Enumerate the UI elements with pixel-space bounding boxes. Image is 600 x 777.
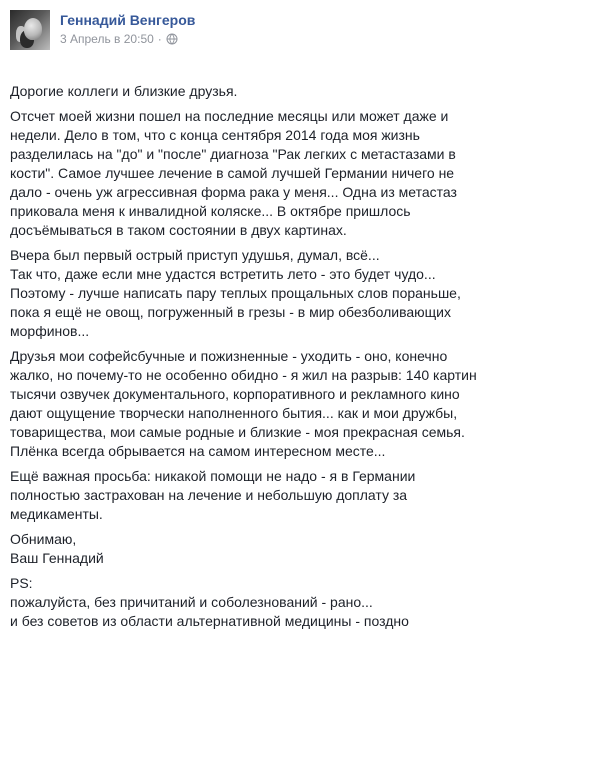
globe-icon[interactable]: [166, 33, 178, 45]
post-paragraph: [10, 107, 592, 240]
post-paragraph: [10, 530, 592, 568]
post-line: Вчера был первый острый приступ удушья, думал, всё...: [10, 247, 380, 263]
post-line: Ещё важная просьба: никакой помощи не надо - я в Германии: [10, 468, 416, 484]
post-line: морфинов...: [10, 323, 90, 339]
facebook-post: [10, 10, 594, 637]
post-paragraph: [10, 246, 592, 341]
avatar-face-shape: [24, 18, 42, 40]
post-line: и без советов из области альтернативной медицины - поздно: [10, 613, 409, 629]
post-paragraph: [10, 347, 592, 461]
post-header: [10, 10, 594, 60]
post-paragraph: [10, 82, 592, 101]
meta-separator: ·: [157, 32, 162, 46]
post-content: [10, 82, 592, 631]
post-line: Так что, даже если мне удастся встретить лето - это будет чудо...: [10, 266, 436, 282]
post-timestamp[interactable]: 3 Апрель в 20:50: [60, 32, 154, 46]
post-line: Поэтому - лучше написать пару теплых прощальных слов пораньше,: [10, 285, 461, 301]
post-line: пока я ещё не овощ, погруженный в грезы - в мир обезболивающих: [10, 304, 451, 320]
post-line: дают ощущение творчески наполненного бытия... как и мои дружбы,: [10, 405, 458, 421]
post-line: тысячи озвучек документального, корпоративного и рекламного кино: [10, 386, 460, 402]
post-line: Дорогие коллеги и близкие друзья.: [10, 83, 238, 99]
post-paragraph: [10, 467, 592, 524]
post-line: Друзья мои софейсбучные и пожизненные - уходить - оно, конечно: [10, 348, 448, 364]
post-line: жалко, но почему-то не особенно обидно - я жил на разрыв: 140 картин: [10, 367, 477, 383]
author-name[interactable]: Геннадий Венгеров: [60, 12, 196, 28]
post-line: досъёмываться в таком состоянии в двух картинах.: [10, 222, 347, 238]
post-line: Плёнка всегда обрывается на самом интересном месте...: [10, 443, 386, 459]
post-line: товарищества, мои самые родные и близкие - моя прекрасная семья.: [10, 424, 465, 440]
post-line: приковала меня к инвалидной коляске... В октябре пришлось: [10, 203, 411, 219]
post-line: медикаменты.: [10, 506, 103, 522]
post-line: кости". Самое лучшее лечение в самой лучшей Германии ничего не: [10, 165, 455, 181]
post-line: Обнимаю,: [10, 531, 77, 547]
post-line: разделилась на "до" и "после" диагноза "Рак легких с метастазами в: [10, 146, 456, 162]
post-line: пожалуйста, без причитаний и соболезнований - рано...: [10, 594, 373, 610]
post-line: полностью застрахован на лечение и небольшую доплату за: [10, 487, 408, 503]
post-line: недели. Дело в том, что с конца сентября 2014 года моя жизнь: [10, 127, 420, 143]
author-avatar[interactable]: [10, 10, 50, 50]
post-line: Ваш Геннадий: [10, 550, 104, 566]
post-time-row: [60, 31, 195, 47]
post-paragraph: [10, 574, 592, 631]
post-meta: [60, 11, 195, 47]
post-line: Отсчет моей жизни пошел на последние месяцы или может даже и: [10, 108, 449, 124]
post-line: дало - очень уж агрессивная форма рака у меня... Одна из метастаз: [10, 184, 457, 200]
post-line: PS:: [10, 575, 33, 591]
